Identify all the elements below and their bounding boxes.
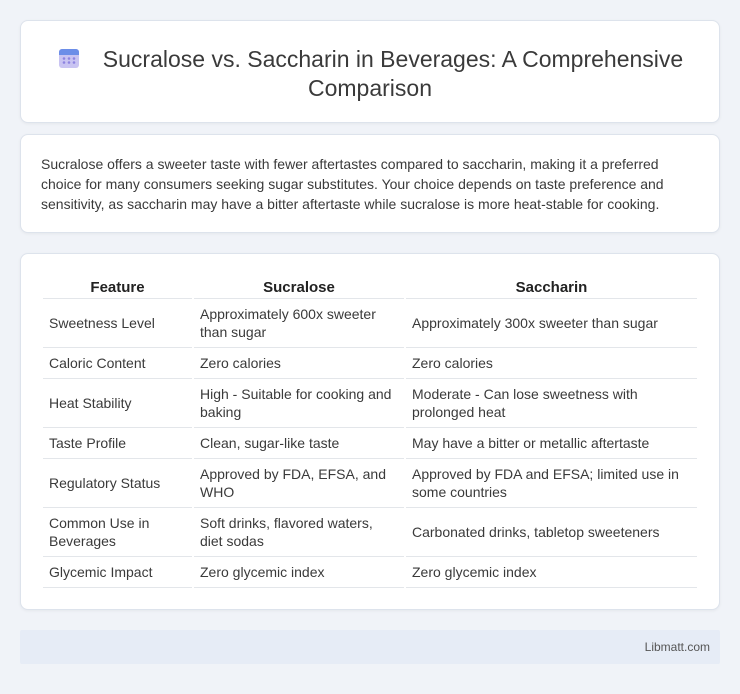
cell-sucralose: High - Suitable for cooking and baking — [194, 379, 404, 428]
cell-feature: Glycemic Impact — [43, 557, 192, 588]
table-row — [43, 379, 697, 428]
header-card — [20, 20, 720, 123]
cell-saccharin: Approved by FDA and EFSA; limited use in some countries — [406, 459, 697, 508]
cell-saccharin: Zero calories — [406, 348, 697, 379]
cell-sucralose: Zero calories — [194, 348, 404, 379]
footer-site-link[interactable]: Libmatt.com — [644, 640, 710, 654]
header-sucralose: Sucralose — [194, 275, 404, 299]
cell-saccharin: Zero glycemic index — [406, 557, 697, 588]
cell-feature: Taste Profile — [43, 428, 192, 459]
table-header-row — [43, 275, 697, 299]
title-wrap — [21, 45, 719, 103]
cell-sucralose: Clean, sugar-like taste — [194, 428, 404, 459]
cell-feature: Heat Stability — [43, 379, 192, 428]
table-row — [43, 348, 697, 379]
cell-feature: Regulatory Status — [43, 459, 192, 508]
cell-saccharin: Moderate - Can lose sweetness with prolonged heat — [406, 379, 697, 428]
table-card — [20, 253, 720, 610]
table-row — [43, 299, 697, 348]
cell-feature: Caloric Content — [43, 348, 192, 379]
cell-feature: Sweetness Level — [43, 299, 192, 348]
summary-card — [20, 134, 720, 233]
cell-sucralose: Zero glycemic index — [194, 557, 404, 588]
header-feature: Feature — [43, 275, 192, 299]
comparison-table — [41, 275, 699, 588]
table-row — [43, 508, 697, 557]
page-title: Sucralose vs. Saccharin in Beverages: A Comprehensive Comparison — [102, 46, 684, 101]
cell-sucralose: Approved by FDA, EFSA, and WHO — [194, 459, 404, 508]
table-row — [43, 557, 697, 588]
summary-text: Sucralose offers a sweeter taste with fewer aftertastes compared to saccharin, making it a preferred choice for many consumers seeking sugar substitutes. Your choice depends on taste preference and sensitivity, as saccharin may have a bitter aftertaste while sucralose is more heat-stable for cooking. — [41, 156, 664, 212]
calendar-icon — [57, 46, 81, 70]
cell-saccharin: May have a bitter or metallic aftertaste — [406, 428, 697, 459]
cell-saccharin: Approximately 300x sweeter than sugar — [406, 299, 697, 348]
cell-feature: Common Use in Beverages — [43, 508, 192, 557]
cell-saccharin: Carbonated drinks, tabletop sweeteners — [406, 508, 697, 557]
table-row — [43, 459, 697, 508]
cell-sucralose: Soft drinks, flavored waters, diet sodas — [194, 508, 404, 557]
header-saccharin: Saccharin — [406, 275, 697, 299]
table-row — [43, 428, 697, 459]
footer-bar — [20, 630, 720, 664]
cell-sucralose: Approximately 600x sweeter than sugar — [194, 299, 404, 348]
